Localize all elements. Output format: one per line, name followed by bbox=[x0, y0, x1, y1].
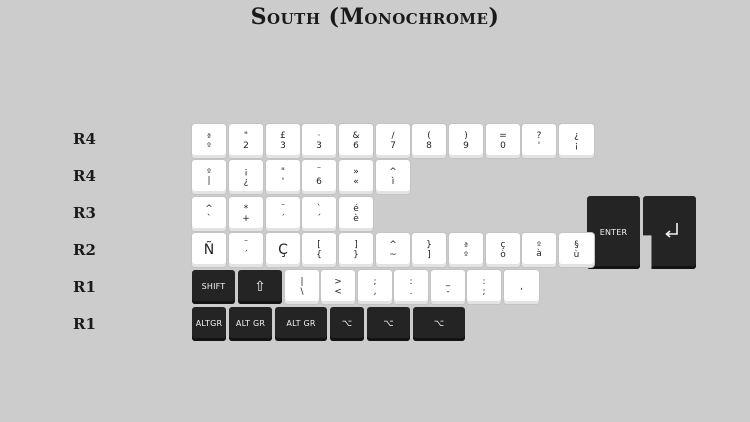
keycap-r2-4[interactable]: [ { bbox=[302, 233, 336, 267]
keycap-r3-5[interactable]: é è bbox=[339, 197, 373, 231]
switch-key-3[interactable] bbox=[413, 307, 465, 341]
switch-key-1[interactable] bbox=[330, 307, 364, 341]
keycap-r2-8[interactable]: ª º bbox=[449, 233, 483, 267]
keycap-r1a-3[interactable]: ; , bbox=[358, 270, 392, 304]
keycap-r4b-5[interactable]: » « bbox=[339, 160, 373, 194]
keycap-r4a-11[interactable]: ¿ ¡ bbox=[559, 124, 594, 158]
shift-icon-key[interactable] bbox=[238, 270, 282, 304]
option-switch-icon: ⌥ bbox=[341, 318, 353, 329]
keycap-r3-2[interactable]: * + bbox=[229, 197, 263, 231]
row-label-r2: R2 bbox=[73, 241, 96, 259]
keycap-r4b-6[interactable]: ^ ì bbox=[376, 160, 410, 194]
keycap-r2-2[interactable]: ¨ ´ bbox=[229, 233, 263, 267]
keycap-r4a-4[interactable]: · 3 bbox=[302, 124, 336, 158]
row-label-r1-first: R1 bbox=[73, 278, 96, 296]
keycap-r2-6[interactable]: ^ ~ bbox=[376, 233, 410, 267]
altgr-key-1[interactable]: ALTGR bbox=[192, 307, 226, 341]
keycap-r1a-1[interactable]: | \ bbox=[285, 270, 319, 304]
keycap-r1a-6[interactable]: : ; bbox=[467, 270, 501, 304]
keycap-r4a-8[interactable]: ) 9 bbox=[449, 124, 483, 158]
keycap-r4a-3[interactable]: £ 3 bbox=[266, 124, 300, 158]
keycap-r4a-9[interactable]: = 0 bbox=[486, 124, 520, 158]
switch-key-2[interactable] bbox=[367, 307, 410, 341]
keycap-r2-9[interactable]: ç ò bbox=[486, 233, 520, 267]
keycap-r3-3[interactable]: ¨ ´ bbox=[266, 197, 300, 231]
keycap-r4a-5[interactable]: & 6 bbox=[339, 124, 373, 158]
altgr-key-2[interactable]: ALT GR bbox=[229, 307, 272, 341]
keycap-r1a-4[interactable]: : . bbox=[394, 270, 428, 304]
keycap-r1a-7[interactable]: , bbox=[504, 270, 539, 304]
keycap-r4a-2[interactable]: " 2 bbox=[229, 124, 263, 158]
keycap-r4b-1[interactable]: º | bbox=[192, 160, 226, 194]
keycap-r3-1[interactable]: ^ ` bbox=[192, 197, 226, 231]
option-switch-icon: ⌥ bbox=[433, 318, 445, 329]
keycap-r2-11[interactable]: § ù bbox=[559, 233, 594, 267]
keycap-r4a-7[interactable]: ( 8 bbox=[412, 124, 446, 158]
keycap-r2-10[interactable]: º à bbox=[522, 233, 556, 267]
keycap-r2-1[interactable]: Ñ bbox=[192, 233, 226, 267]
row-label-r4-second: R4 bbox=[73, 167, 96, 185]
keycap-r1a-2[interactable]: > < bbox=[321, 270, 355, 304]
keycap-r4a-10[interactable]: ? ' bbox=[522, 124, 556, 158]
keycap-r4b-2[interactable]: ¡ ¿ bbox=[229, 160, 263, 194]
row-label-r3: R3 bbox=[73, 204, 96, 222]
altgr-key-3[interactable]: ALT GR bbox=[275, 307, 327, 341]
page-title: South (Monochrome) bbox=[250, 4, 500, 30]
keycap-r4a-6[interactable]: / 7 bbox=[376, 124, 410, 158]
keycap-r4a-1[interactable]: ª º bbox=[192, 124, 226, 158]
keycap-r2-5[interactable]: ] } bbox=[339, 233, 373, 267]
keycap-r1a-5[interactable]: _ - bbox=[431, 270, 465, 304]
keycap-r3-4[interactable]: ` ´ bbox=[302, 197, 336, 231]
enter-key[interactable]: ENTER bbox=[587, 196, 640, 269]
row-label-r4-first: R4 bbox=[73, 130, 96, 148]
row-label-r1-second: R1 bbox=[73, 315, 96, 333]
keycap-r4b-3[interactable]: " ' bbox=[266, 160, 300, 194]
shift-key[interactable]: SHIFT bbox=[192, 270, 235, 304]
option-switch-icon: ⌥ bbox=[383, 318, 394, 329]
shift-arrow-icon: ⇧ bbox=[254, 278, 266, 295]
return-arrow-icon bbox=[663, 221, 681, 241]
keycap-r2-7[interactable]: } ] bbox=[412, 233, 446, 267]
keycap-r2-3[interactable]: Ç bbox=[266, 233, 300, 267]
keycap-r4b-4[interactable]: ¨ 6 bbox=[302, 160, 336, 194]
